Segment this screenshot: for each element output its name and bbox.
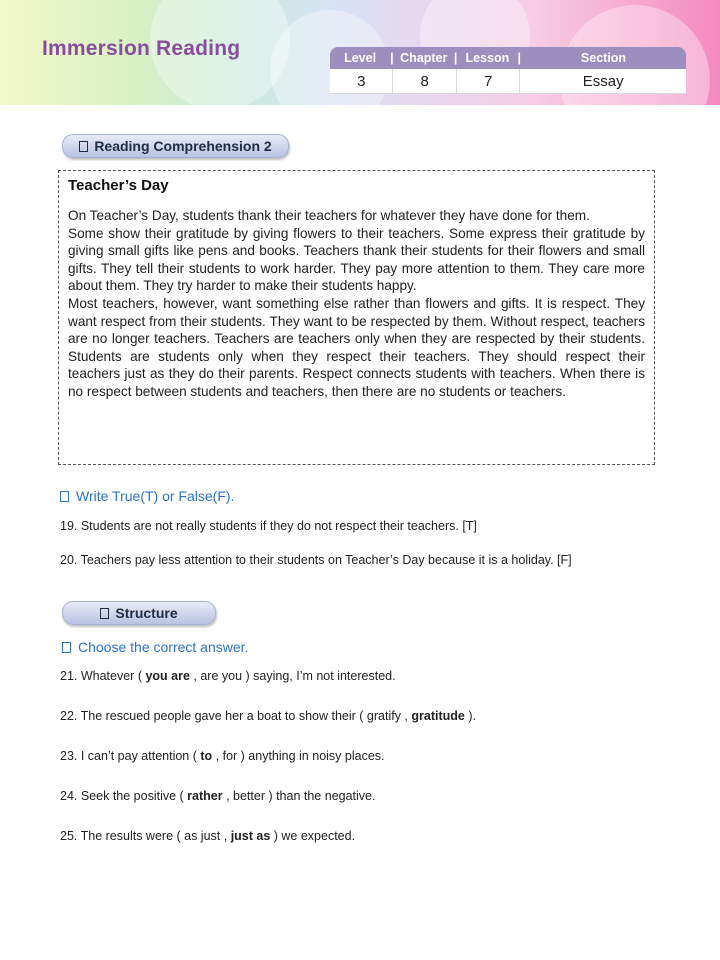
choose-answer-instruction-text: Choose the correct answer. bbox=[78, 639, 249, 655]
question-22-text-end: ). bbox=[464, 709, 476, 723]
lesson-value: 7 bbox=[457, 69, 520, 93]
structure-title: Structure bbox=[115, 605, 178, 621]
passage-paragraph: On Teacher’s Day, students thank their teachers for whatever they have done for them. bbox=[68, 208, 590, 223]
reading-comprehension-header bbox=[62, 134, 289, 158]
meta-separator: | bbox=[453, 51, 458, 65]
passage-paragraph: Most teachers, however, want something else rather than flowers and gifts. It is respect. They want respect from their students. They want to be respected by them. Without respect, teachers are no longer teachers. Teachers are teachers only when they are respected by their students. Students are students only when they respect their teachers. They should respect their teachers just as they do their parents. Respect connects students with teachers. When there is no respect between students and teachers, then there are no students or teachers. bbox=[68, 295, 645, 399]
meta-separator: | bbox=[390, 51, 394, 65]
question-25 bbox=[60, 829, 355, 843]
question-21-text-end: , are you ) saying, I’m not interested. bbox=[189, 669, 396, 683]
question-21-answer: you are bbox=[145, 669, 190, 683]
meta-separator: | bbox=[517, 51, 522, 65]
reading-comprehension-title: Reading Comprehension 2 bbox=[94, 138, 272, 154]
chapter-value: 8 bbox=[393, 69, 456, 93]
question-25-answer: just as bbox=[230, 829, 271, 843]
structure-header bbox=[62, 601, 216, 625]
question-24-text: 24. Seek the positive ( bbox=[60, 789, 188, 803]
true-false-instruction bbox=[60, 488, 234, 504]
question-23-text: 23. I can’t pay attention ( bbox=[60, 749, 201, 763]
question-22-text: 22. The rescued people gave her a boat to show their ( gratify , bbox=[60, 709, 412, 723]
passage-title: Teacher’s Day bbox=[68, 177, 169, 194]
question-21 bbox=[60, 669, 396, 683]
square-bullet-icon bbox=[62, 642, 71, 653]
question-24 bbox=[60, 789, 375, 803]
passage-paragraph: Some show their gratitude by giving flowers to their teachers. Some express their gratitude by giving small gifts like pens and books. Teachers thank their students for their flowers and small gifts. They tell their students to work harder. They pay more attention to them. They care more about them. They try harder to make their students happy. bbox=[68, 225, 645, 294]
question-23 bbox=[60, 749, 385, 763]
question-24-answer: rather bbox=[187, 789, 223, 803]
question-19: 19. Students are not really students if they do not respect their teachers. [T] bbox=[60, 519, 477, 533]
question-24-text-end: , better ) than the negative. bbox=[222, 789, 376, 803]
square-bullet-icon bbox=[100, 608, 109, 619]
question-20: 20. Teachers pay less attention to their students on Teacher’s Day because it is a holiday. [F] bbox=[60, 553, 572, 567]
question-22 bbox=[60, 709, 476, 723]
square-bullet-icon bbox=[79, 141, 88, 152]
level-value: 3 bbox=[330, 69, 393, 93]
square-bullet-icon bbox=[60, 491, 69, 502]
brand-title: Immersion Reading bbox=[42, 37, 241, 60]
header-banner bbox=[0, 0, 720, 105]
question-23-answer: to bbox=[200, 749, 213, 763]
reading-passage bbox=[58, 170, 655, 465]
meta-value-row bbox=[330, 69, 686, 94]
question-25-text: 25. The results were ( as just , bbox=[60, 829, 231, 843]
meta-header-row bbox=[330, 47, 686, 69]
question-22-answer: gratitude bbox=[411, 709, 465, 723]
true-false-instruction-text: Write True(T) or False(F). bbox=[76, 488, 235, 504]
question-25-text-end: ) we expected. bbox=[270, 829, 356, 843]
meta-label-section: Section bbox=[580, 51, 627, 65]
section-value: Essay bbox=[582, 72, 624, 90]
question-21-text: 21. Whatever ( bbox=[60, 669, 146, 683]
choose-answer-instruction bbox=[62, 639, 248, 655]
meta-label-chapter: Chapter bbox=[400, 51, 448, 65]
meta-label-level: Level bbox=[344, 51, 377, 65]
question-23-text-end: , for ) anything in noisy places. bbox=[212, 749, 385, 763]
meta-label-lesson: Lesson bbox=[465, 51, 510, 65]
